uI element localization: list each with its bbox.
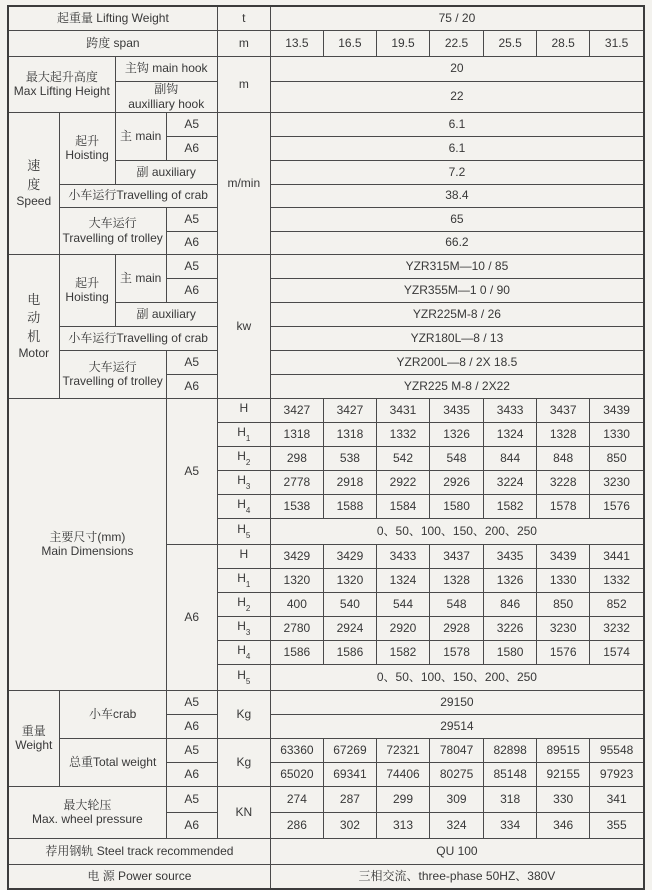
speed-trolley-a6-value: 66.2: [270, 231, 644, 254]
max-lifting-height-label-zh: 最大起升高度: [25, 69, 98, 84]
speed-label-en: Speed: [16, 193, 52, 208]
duty-class-cell: A6: [166, 231, 217, 254]
duty-class-cell: A6: [166, 714, 217, 738]
wheel-pressure-label-en: Max. wheel pressure: [31, 812, 143, 826]
dim-value: 1326: [484, 568, 537, 592]
weight-total-value: 74406: [376, 762, 429, 786]
weight-total-value: 69341: [323, 762, 376, 786]
wheel-pressure-value: 318: [484, 786, 537, 812]
speed-hoisting-label: [59, 112, 115, 184]
duty-class-cell: A6: [166, 544, 217, 690]
dim-value: 1330: [537, 568, 590, 592]
speed-unit: m/min: [217, 112, 270, 254]
weight-crab-a6-value: 29514: [270, 714, 644, 738]
span-value: 16.5: [323, 30, 376, 56]
dim-value: 3433: [484, 398, 537, 422]
weight-total-value: 67269: [323, 738, 376, 762]
weight-section-label: [8, 690, 59, 786]
dim-value: 1586: [270, 640, 323, 664]
dim-row-label: $H_5$: [217, 664, 270, 690]
aux-hook-value: 22: [270, 81, 644, 112]
dim-value: 2928: [430, 616, 484, 640]
dim-merged-value: 0、50、100、150、200、250: [270, 664, 644, 690]
weight-total-value: 78047: [430, 738, 484, 762]
speed-aux-label: 副 auxiliary: [115, 160, 217, 184]
dim-value: 3429: [323, 544, 376, 568]
dim-row-label: $H_5$: [217, 518, 270, 544]
dim-value: 1328: [537, 422, 590, 446]
wheel-pressure-value: 334: [484, 812, 537, 838]
weight-total-value: 65020: [270, 762, 323, 786]
dim-row-label: $H_3$: [217, 470, 270, 494]
weight-total-unit: Kg: [217, 738, 270, 786]
duty-class-cell: A6: [166, 762, 217, 786]
motor-crab-label: 小车运行Travelling of crab: [59, 326, 217, 350]
weight-total-value: 89515: [537, 738, 590, 762]
motor-trolley-a6-value: YZR225 M-8 / 2X22: [270, 374, 644, 398]
span-value: 25.5: [484, 30, 537, 56]
speed-section-label: [8, 112, 59, 254]
dim-row-label: $H_4$: [217, 640, 270, 664]
dim-value: 3439: [590, 398, 644, 422]
lifting-weight-unit: t: [217, 6, 270, 30]
weight-crab-a5-value: 29150: [270, 690, 644, 714]
speed-main-label: 主 main: [115, 112, 166, 160]
speed-trolley-label: [59, 207, 166, 254]
motor-label-zh: 电动机: [27, 292, 41, 344]
dim-value: 544: [376, 592, 429, 616]
dimensions-label-zh: 主要尺寸(mm): [49, 529, 126, 544]
motor-section-label: [8, 254, 59, 398]
wheel-pressure-unit: KN: [217, 786, 270, 838]
dim-value: 540: [323, 592, 376, 616]
dim-row-label: $H_2$: [217, 592, 270, 616]
dim-row-label: H: [217, 544, 270, 568]
motor-trolley-a5-value: YZR200L—8 / 2X 18.5: [270, 350, 644, 374]
dim-value: 1326: [430, 422, 484, 446]
steel-track-value: QU 100: [270, 838, 644, 864]
motor-crab-value: YZR180L—8 / 13: [270, 326, 644, 350]
dim-value: 1320: [323, 568, 376, 592]
speed-hoisting-label-en: Hoisting: [65, 148, 109, 162]
dim-value: 1582: [484, 494, 537, 518]
dim-value: 2924: [323, 616, 376, 640]
dim-value: 3429: [270, 544, 323, 568]
duty-class-cell: A6: [166, 374, 217, 398]
weight-crab-unit: Kg: [217, 690, 270, 738]
speed-trolley-label-en: Travelling of trolley: [62, 230, 163, 245]
dim-value: 1578: [537, 494, 590, 518]
aux-hook-label-zh: 副钩: [154, 82, 179, 97]
wheel-pressure-label: [8, 786, 166, 838]
dim-value: 548: [430, 592, 484, 616]
dim-value: 3427: [323, 398, 376, 422]
span-value: 13.5: [270, 30, 323, 56]
dim-value: 852: [590, 592, 644, 616]
dim-value: 3437: [430, 544, 484, 568]
dim-value: 400: [270, 592, 323, 616]
wheel-pressure-value: 286: [270, 812, 323, 838]
wheel-pressure-value: 346: [537, 812, 590, 838]
duty-class-cell: A5: [166, 207, 217, 231]
span-unit: m: [217, 30, 270, 56]
weight-total-value: 72321: [376, 738, 429, 762]
wheel-pressure-value: 324: [430, 812, 484, 838]
dim-value: 1588: [323, 494, 376, 518]
wheel-pressure-value: 309: [430, 786, 484, 812]
speed-trolley-label-zh: 大车运行: [88, 216, 137, 231]
duty-class-cell: A5: [166, 398, 217, 544]
dim-value: 1318: [270, 422, 323, 446]
dim-row-label: $H_2$: [217, 446, 270, 470]
dim-value: 1584: [376, 494, 429, 518]
dim-value: 2780: [270, 616, 323, 640]
span-label: 跨度 span: [8, 30, 217, 56]
wheel-pressure-value: 274: [270, 786, 323, 812]
dimensions-section-label: [8, 398, 166, 690]
lifting-weight-label: 起重量 Lifting Weight: [8, 6, 217, 30]
lifting-weight-value: 75 / 20: [270, 6, 644, 30]
weight-label-en: Weight: [15, 738, 53, 752]
weight-label-zh: 重量: [21, 723, 46, 738]
wheel-pressure-value: 330: [537, 786, 590, 812]
dim-value: 3226: [484, 616, 537, 640]
power-source-value: 三相交流、three-phase 50HZ、380V: [270, 864, 644, 889]
dim-value: 1578: [430, 640, 484, 664]
dim-row-label: $H_3$: [217, 616, 270, 640]
dim-value: 3441: [590, 544, 644, 568]
dim-value: 844: [484, 446, 537, 470]
motor-label-en: Motor: [18, 345, 50, 360]
dim-value: 3435: [484, 544, 537, 568]
dim-value: 3427: [270, 398, 323, 422]
max-lifting-height-label-en: Max Lifting Height: [13, 84, 110, 98]
crane-spec-table: [7, 5, 645, 890]
max-lifting-height-label: [8, 56, 115, 112]
wheel-pressure-value: 313: [376, 812, 429, 838]
dim-value: 1328: [430, 568, 484, 592]
duty-class-cell: A6: [166, 812, 217, 838]
main-hook-label: 主钩 main hook: [115, 56, 217, 81]
span-value: 22.5: [430, 30, 484, 56]
dim-value: 1332: [376, 422, 429, 446]
dim-value: 3435: [430, 398, 484, 422]
duty-class-cell: A5: [166, 786, 217, 812]
weight-total-value: 97923: [590, 762, 644, 786]
dim-value: 1574: [590, 640, 644, 664]
dim-value: 2918: [323, 470, 376, 494]
dim-value: 3224: [484, 470, 537, 494]
motor-hoisting-label-en: Hoisting: [65, 290, 109, 304]
dim-value: 3232: [590, 616, 644, 640]
speed-crab-value: 38.4: [270, 184, 644, 207]
duty-class-cell: A5: [166, 350, 217, 374]
dim-value: 3433: [376, 544, 429, 568]
aux-hook-label: [115, 81, 217, 112]
dim-value: 1586: [323, 640, 376, 664]
span-value: 19.5: [376, 30, 429, 56]
speed-main-a5-value: 6.1: [270, 112, 644, 136]
dim-value: 542: [376, 446, 429, 470]
dim-row-label: $H_1$: [217, 422, 270, 446]
dim-value: 3230: [590, 470, 644, 494]
dim-value: 1580: [484, 640, 537, 664]
dim-value: 298: [270, 446, 323, 470]
main-hook-value: 20: [270, 56, 644, 81]
duty-class-cell: A5: [166, 112, 217, 136]
wheel-pressure-value: 299: [376, 786, 429, 812]
wheel-pressure-value: 302: [323, 812, 376, 838]
duty-class-cell: A5: [166, 690, 217, 714]
dim-value: 850: [537, 592, 590, 616]
wheel-pressure-value: 341: [590, 786, 644, 812]
dim-value: 3228: [537, 470, 590, 494]
dim-row-label: $H_1$: [217, 568, 270, 592]
dim-value: 3230: [537, 616, 590, 640]
dim-value: 848: [537, 446, 590, 470]
weight-total-value: 95548: [590, 738, 644, 762]
dim-value: 1320: [270, 568, 323, 592]
speed-crab-label: 小车运行Travelling of crab: [59, 184, 217, 207]
dim-value: 3437: [537, 398, 590, 422]
span-value: 31.5: [590, 30, 644, 56]
dim-value: 538: [323, 446, 376, 470]
motor-trolley-label-en: Travelling of trolley: [62, 374, 163, 388]
weight-total-value: 63360: [270, 738, 323, 762]
dim-value: 1324: [484, 422, 537, 446]
motor-trolley-label: [59, 350, 166, 398]
span-value: 28.5: [537, 30, 590, 56]
motor-aux-label: 副 auxiliary: [115, 302, 217, 326]
weight-total-value: 85148: [484, 762, 537, 786]
dim-value: 1582: [376, 640, 429, 664]
dim-value: 1580: [430, 494, 484, 518]
weight-crab-label: 小车crab: [59, 690, 166, 738]
power-source-label: 电 源 Power source: [8, 864, 270, 889]
dimensions-label-en: Main Dimensions: [41, 544, 134, 558]
weight-total-value: 82898: [484, 738, 537, 762]
dim-value: 1330: [590, 422, 644, 446]
weight-total-value: 92155: [537, 762, 590, 786]
dim-merged-value: 0、50、100、150、200、250: [270, 518, 644, 544]
dim-row-label: H: [217, 398, 270, 422]
duty-class-cell: A5: [166, 254, 217, 278]
dim-value: 2922: [376, 470, 429, 494]
dim-value: 1324: [376, 568, 429, 592]
duty-class-cell: A6: [166, 136, 217, 160]
dim-value: 850: [590, 446, 644, 470]
motor-unit: kw: [217, 254, 270, 398]
dim-value: 1538: [270, 494, 323, 518]
dim-value: 548: [430, 446, 484, 470]
weight-total-label: 总重Total weight: [59, 738, 166, 786]
speed-label-zh: 速度: [27, 158, 41, 192]
speed-hoisting-label-zh: 起升: [75, 133, 100, 148]
motor-trolley-label-zh: 大车运行: [88, 359, 137, 374]
dim-value: 1576: [590, 494, 644, 518]
duty-class-cell: A5: [166, 738, 217, 762]
aux-hook-label-en: auxilliary hook: [128, 96, 205, 111]
motor-main-a5-value: YZR315M—10 / 85: [270, 254, 644, 278]
motor-main-a6-value: YZR355M—1 0 / 90: [270, 278, 644, 302]
dim-value: 2778: [270, 470, 323, 494]
dim-value: 846: [484, 592, 537, 616]
wheel-pressure-value: 355: [590, 812, 644, 838]
speed-aux-value: 7.2: [270, 160, 644, 184]
speed-main-a6-value: 6.1: [270, 136, 644, 160]
weight-total-value: 80275: [430, 762, 484, 786]
motor-hoisting-label-zh: 起升: [75, 275, 100, 290]
dim-value: 3431: [376, 398, 429, 422]
steel-track-label: 荐用钢轨 Steel track recommended: [8, 838, 270, 864]
dim-value: 2926: [430, 470, 484, 494]
dim-value: 1318: [323, 422, 376, 446]
max-lifting-height-unit: m: [217, 56, 270, 112]
wheel-pressure-label-zh: 最大轮压: [63, 797, 112, 812]
dim-value: 2920: [376, 616, 429, 640]
dim-value: 1576: [537, 640, 590, 664]
dim-row-label: $H_4$: [217, 494, 270, 518]
motor-main-label: 主 main: [115, 254, 166, 302]
motor-aux-value: YZR225M-8 / 26: [270, 302, 644, 326]
dim-value: 1332: [590, 568, 644, 592]
wheel-pressure-value: 287: [323, 786, 376, 812]
dim-value: 3439: [537, 544, 590, 568]
motor-hoisting-label: [59, 254, 115, 326]
duty-class-cell: A6: [166, 278, 217, 302]
speed-trolley-a5-value: 65: [270, 207, 644, 231]
